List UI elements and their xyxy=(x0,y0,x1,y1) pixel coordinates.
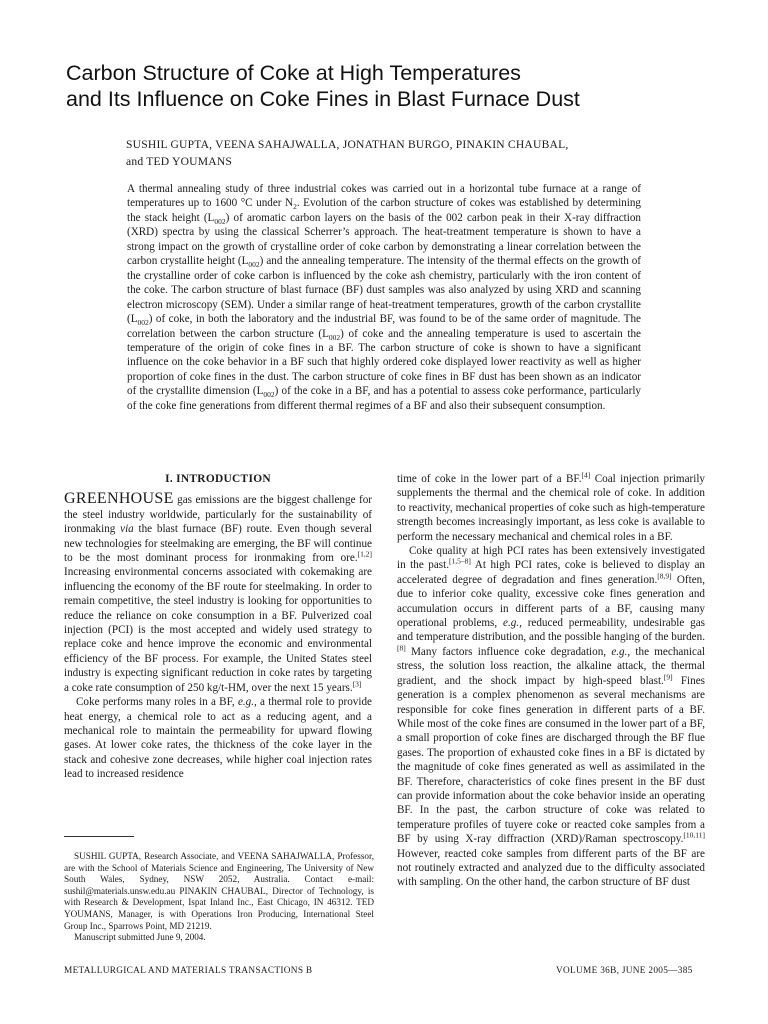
citation: [4] xyxy=(581,470,591,480)
paragraph-text: Fines generation is a complex phenomenon as several mechanisms are responsible for coke fines generation in different parts of a BF. While most of the coke fines are consumed in the lower part of a BF, a small proportion of coke fines are discharged through the BF flue gases. The proportion of exhausted coke fines in a BF is dictated by the magnitude of coke fines generated as well as assimilated in the BF. Therefore, characteristics of coke fines present in the BF dust can provide information about the coke behavior inside an operating BF. In the past, the carbon structure of coke was related to temperature profiles of tuyere coke or reacted coke samples from a BF by using X-ray diffraction (XRD)/Raman spectroscopy. xyxy=(397,674,705,846)
paragraph-text: Coke performs many roles in a BF, xyxy=(76,696,238,709)
subscript: 002 xyxy=(137,318,149,328)
paragraph-text: Increasing environmental concerns associated with cokemaking are influencing the economy of the BF route for steelmaking. In order to remain competitive, the steel industry is looking for opportunities to reduce the reliance on coke consumption in a BF. Pulverized coal injection (PCI) is the most accepted and widely used strategy to replace coke and hence improve the economic and environmental efficiency of the BF process. For example, the United States steel industry is expecting significant reduction in coke rates by targeting a coke rate consumption of 250 kg/t-HM, over the next 15 years. xyxy=(64,566,372,694)
paragraph-text: Many factors influence coke degradation, xyxy=(405,645,612,658)
footnote-divider xyxy=(64,836,134,837)
paragraph-text: Coal injection primarily supplements the thermal and the chemical role of coke. In addition to reactivity, mechanical properties of coke such as high-temperature strength becomes increasingly important, as less coke is available to perform the necessary mechanical and chemical roles in a BF. xyxy=(397,473,705,543)
subscript: 002 xyxy=(328,332,341,342)
paragraph-text: reduced permeability, undesirable gas and temperature distribution, and the possible hanging of the burden. xyxy=(397,617,705,644)
intro-paragraph-2-cont xyxy=(397,472,705,544)
author-list xyxy=(126,136,646,170)
abstract-text: . Evolution of the carbon structure of cokes was established by determining the stack height (L xyxy=(127,197,641,224)
citation: [8] xyxy=(397,643,406,653)
title-line-2: and Its Influence on Coke Fines in Blast Furnace Dust xyxy=(66,87,580,111)
abstract-text: ) of aromatic carbon layers on the basis of the 002 carbon peak in their X-ray diffraction (XRD) spectra by using the classical Scherrer’s approach. The heat-treatment temperature is shown to have a strong impact on the growth of crystalline order of coke carbon by demonstrating a linear correlation between the carbon crystallite height (L xyxy=(127,211,642,268)
section-heading-introduction: I. INTRODUCTION xyxy=(165,473,271,485)
citation: [8,9] xyxy=(657,571,672,581)
abstract-text: A thermal annealing study of three industrial cokes was carried out in a horizontal tube furnace at a range of temperatures up to 1600 °C under N xyxy=(127,183,641,210)
left-column xyxy=(64,472,372,782)
abstract-text: ) of the coke in a BF, and has a potential to assess coke performance, particularly of the coke fine generations from different thermal regimes of a BF and also their subsequent consumption. xyxy=(127,385,641,412)
citation: [1,5–8] xyxy=(449,556,471,566)
journal-name: METALLURGICAL AND MATERIALS TRANSACTIONS B xyxy=(64,966,313,976)
title-line-1: Carbon Structure of Coke at High Temperatures xyxy=(66,61,521,85)
citation: [3] xyxy=(352,678,362,688)
paragraph-text: time of coke in the lower part of a BF. xyxy=(397,473,582,485)
authors-line-2: and TED YOUMANS xyxy=(126,155,233,168)
abstract xyxy=(127,182,641,413)
footnote-affiliations: SUSHIL GUPTA, Research Associate, and VEENA SAHAJWALLA, Professor, are with the School of Materials Science and Engineering, The University of New South Wales, Sydney, NSW 2052, Australia. Contact e-mail: sushil@materials.unsw.edu.au PINAKIN CHAUBAL, Director of Technology, is with Research & Development, Ispat Inland Inc., East Chicago, IN 46312. TED YOUMANS, Manager, is with Operations Iron Producing, International Steel Group Inc., Sparrows Point, MD 21219. xyxy=(64,851,374,931)
paragraph-text: However, reacted coke samples from different parts of the BF are not routinely extracted and analyzed due to the difficulty associated with sampling. On the other hand, the carbon structure of BF dust xyxy=(397,847,705,889)
subscript: 2 xyxy=(293,202,297,212)
citation: [10,11] xyxy=(683,830,705,840)
subscript: 002 xyxy=(214,217,226,227)
abstract-text: ) of coke, in both the laboratory and the industrial BF, was found to be of the same order of magnitude. The correlation between the carbon structure (L xyxy=(127,313,641,340)
paper-title xyxy=(66,60,726,112)
volume-page: VOLUME 36B, JUNE 2005—385 xyxy=(556,966,693,976)
italic-text: via xyxy=(120,523,134,536)
paragraph-text: the blast furnace (BF) route. Even though several new technologies for steelmaking are emerging, the BF will continue to be the most dominant process for ironmaking from ore. xyxy=(64,523,372,565)
paragraph-text: Often, due to inferior coke quality, excessive coke fines generation and accumulation occurs in different parts of a BF, causing many operational problems, xyxy=(397,573,706,630)
footnote-submission: Manuscript submitted June 9, 2004. xyxy=(74,932,206,943)
subscript: 002 xyxy=(248,260,260,270)
citation: [1,2] xyxy=(357,549,372,559)
citation: [9] xyxy=(663,671,673,681)
paragraph-text: the mechanical stress, the solution loss reaction, the alkaline attack, the thermal gradient, and the shock impact by high-speed blast. xyxy=(397,645,705,687)
intro-paragraph-1 xyxy=(64,492,372,695)
author-footnote xyxy=(64,851,374,944)
paragraph-text: Coke quality at high PCI rates has been extensively investigated in the past. xyxy=(397,545,705,572)
abstract-text: ) of coke and the annealing temperature is used to ascertain the temperature of the origin of coke fines in a BF. The carbon structure of coke is shown to have a significant influence on the coke behavior in a BF such that highly ordered coke displayed lower reactivity as well as higher proportion of coke fines in the dust. The carbon structure of coke fines in BF dust has been shown as an indicator of the crystallite dimension (L xyxy=(127,327,641,398)
authors-line-1: SUSHIL GUPTA, VEENA SAHAJWALLA, JONATHAN BURGO, PINAKIN CHAUBAL, xyxy=(126,138,569,151)
lead-word: GREENHOUSE xyxy=(64,490,174,508)
subscript: 002 xyxy=(263,390,275,400)
italic-text: e.g., xyxy=(611,645,631,658)
paragraph-text: At high PCI rates, coke is believed to display an accelerated degree of degradation and fines generation. xyxy=(397,559,706,586)
italic-text: e.g., xyxy=(237,696,257,709)
intro-paragraph-3 xyxy=(397,544,705,890)
intro-paragraph-2 xyxy=(64,695,372,781)
right-column xyxy=(397,472,705,890)
paragraph-text: a thermal role to provide heat energy, a chemical role to act as a reducing agent, and a mechanical role to maintain the permeability for upward flowing gases. At lower coke rates, the thickness of the coke layer in the stack and cohesive zone decreases, while higher coal injection rates lead to increased residence xyxy=(64,696,372,781)
paragraph-text: gas emissions are the biggest challenge for the steel industry worldwide, particularly for the sustainability of ironmaking xyxy=(64,494,372,536)
abstract-text: ) and the annealing temperature. The intensity of the thermal effects on the growth of the crystalline order of coke carbon is influenced by the coke ash chemistry, particularly with the iron content of the coke. The carbon structure of blast furnace (BF) dust samples was also analyzed by using XRD and scanning electron microscopy (SEM). Under a similar range of heat-treatment temperatures, growth of the carbon crystallite (L xyxy=(127,255,641,326)
italic-text: e.g., xyxy=(503,617,522,630)
